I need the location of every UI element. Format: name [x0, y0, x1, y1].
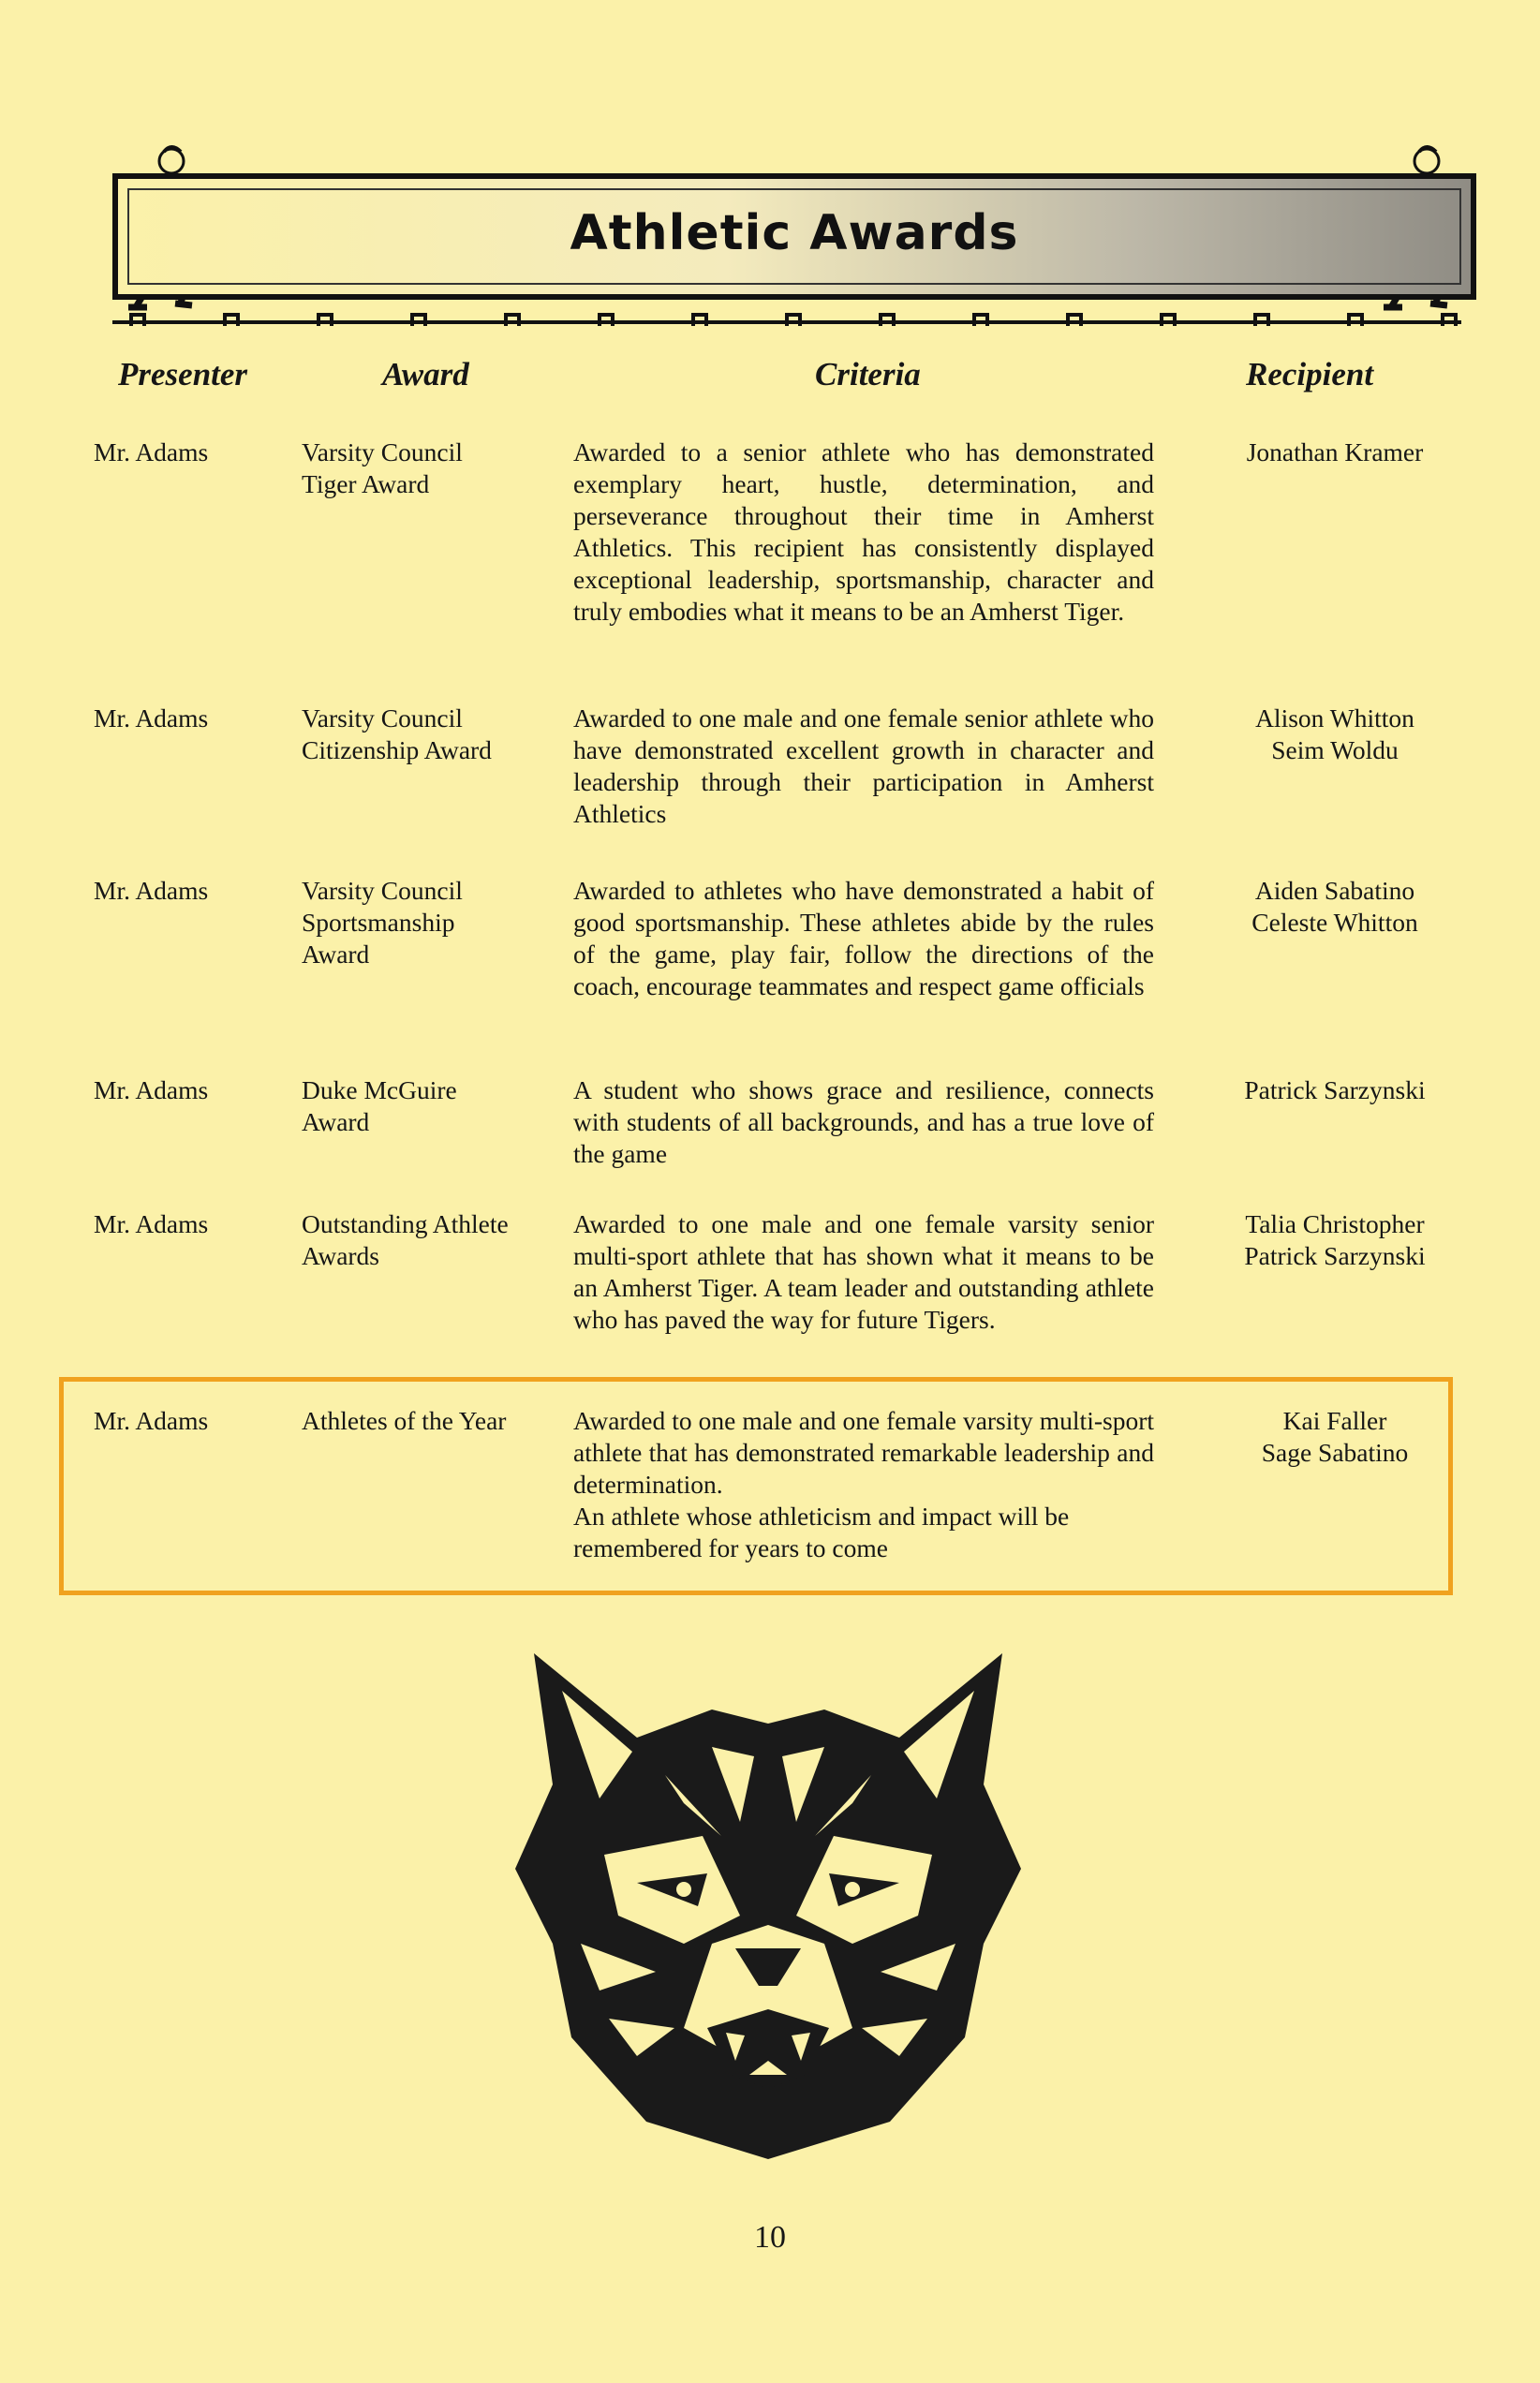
- award-line: Duke McGuire: [302, 1075, 457, 1104]
- award-cell: [302, 437, 555, 500]
- recipient-name: Patrick Sarzynski: [1244, 1075, 1426, 1104]
- recipient-name: Kai Faller: [1282, 1406, 1387, 1435]
- recipient-cell: [1180, 703, 1489, 766]
- recipient-cell: [1180, 437, 1489, 468]
- recipient-name: Sage Sabatino: [1261, 1438, 1409, 1467]
- award-line: Award: [302, 940, 370, 969]
- award-line: Citizenship Award: [302, 735, 492, 764]
- recipient-name: Jonathan Kramer: [1246, 437, 1424, 466]
- award-line: Athletes of the Year: [302, 1406, 507, 1435]
- award-line: Outstanding Athlete: [302, 1209, 509, 1238]
- column-header-criteria: Criteria: [815, 356, 921, 392]
- recipient-name: Seim Woldu: [1271, 735, 1399, 764]
- award-cell: [302, 875, 555, 970]
- recipient-name: Celeste Whitton: [1251, 908, 1418, 937]
- criteria-cell: A student who shows grace and resilience, connects with students of all backgrounds, and has a true love of the game: [573, 1075, 1154, 1168]
- award-line: Tiger Award: [302, 469, 430, 498]
- criteria-cell: Awarded to one male and one female senior athlete who have demonstrated excellent growth in character and leadership through their participation in Amherst Athletics: [573, 703, 1154, 828]
- award-cell: [302, 1208, 555, 1272]
- award-line: Sportsmanship: [302, 908, 455, 937]
- award-line: Awards: [302, 1241, 380, 1270]
- award-line: Varsity Council: [302, 703, 463, 733]
- recipient-name: Talia Christopher: [1245, 1209, 1425, 1238]
- presenter-cell: Mr. Adams: [94, 703, 209, 733]
- criteria-cell: Awarded to athletes who have demonstrated a habit of good sportsmanship. These athletes abide by the rules of the game, play fair, follow the directions of the coach, encourage teammates and respect game officials: [573, 876, 1154, 1000]
- recipient-cell: [1180, 1405, 1489, 1469]
- recipient-name: Alison Whitton: [1255, 703, 1414, 733]
- recipient-name: Patrick Sarzynski: [1244, 1241, 1426, 1270]
- column-header-presenter: Presenter: [118, 356, 248, 392]
- criteria-text: An athlete whose athleticism and impact will be remembered for years to come: [573, 1502, 1070, 1562]
- presenter-cell: Mr. Adams: [94, 1406, 209, 1435]
- column-header-award: Award: [382, 356, 469, 392]
- recipient-cell: [1180, 1074, 1489, 1106]
- presenter-cell: Mr. Adams: [94, 1209, 209, 1238]
- recipient-cell: [1180, 1208, 1489, 1272]
- award-cell: [302, 1074, 555, 1138]
- page-title: Athletic Awards: [570, 205, 1019, 261]
- criteria-text: Awarded to one male and one female varsity multi-sport athlete that has demonstrated remarkable leadership and determination.: [573, 1406, 1154, 1499]
- award-cell: [302, 703, 555, 766]
- recipient-name: Aiden Sabatino: [1254, 876, 1415, 905]
- page-number: 10: [754, 2220, 786, 2255]
- presenter-cell: Mr. Adams: [94, 437, 209, 466]
- award-cell: [302, 1405, 555, 1437]
- award-line: Varsity Council: [302, 437, 463, 466]
- tiger-mascot-icon: [496, 1635, 1040, 2168]
- column-header-recipient: Recipient: [1246, 356, 1374, 392]
- award-line: Varsity Council: [302, 876, 463, 905]
- criteria-cell: Awarded to one male and one female varsity senior multi-sport athlete that has shown what it means to be an Amherst Tiger. A team leader and outstanding athlete who has paved the way for future Tigers.: [573, 1209, 1154, 1334]
- criteria-cell: [573, 1405, 1154, 1564]
- hurdle-track-divider: [112, 303, 1461, 330]
- award-line: Award: [302, 1107, 370, 1136]
- presenter-cell: Mr. Adams: [94, 876, 209, 905]
- presenter-cell: Mr. Adams: [94, 1075, 209, 1104]
- title-banner: [112, 173, 1476, 300]
- criteria-cell: Awarded to a senior athlete who has demonstrated exemplary heart, hustle, determination, and perseverance throughout their time in Amherst Athletics. This recipient has consistently displayed exceptional leadership, sportsmanship, character and truly embodies what it means to be an Amherst Tiger.: [573, 437, 1154, 626]
- recipient-cell: [1180, 875, 1489, 939]
